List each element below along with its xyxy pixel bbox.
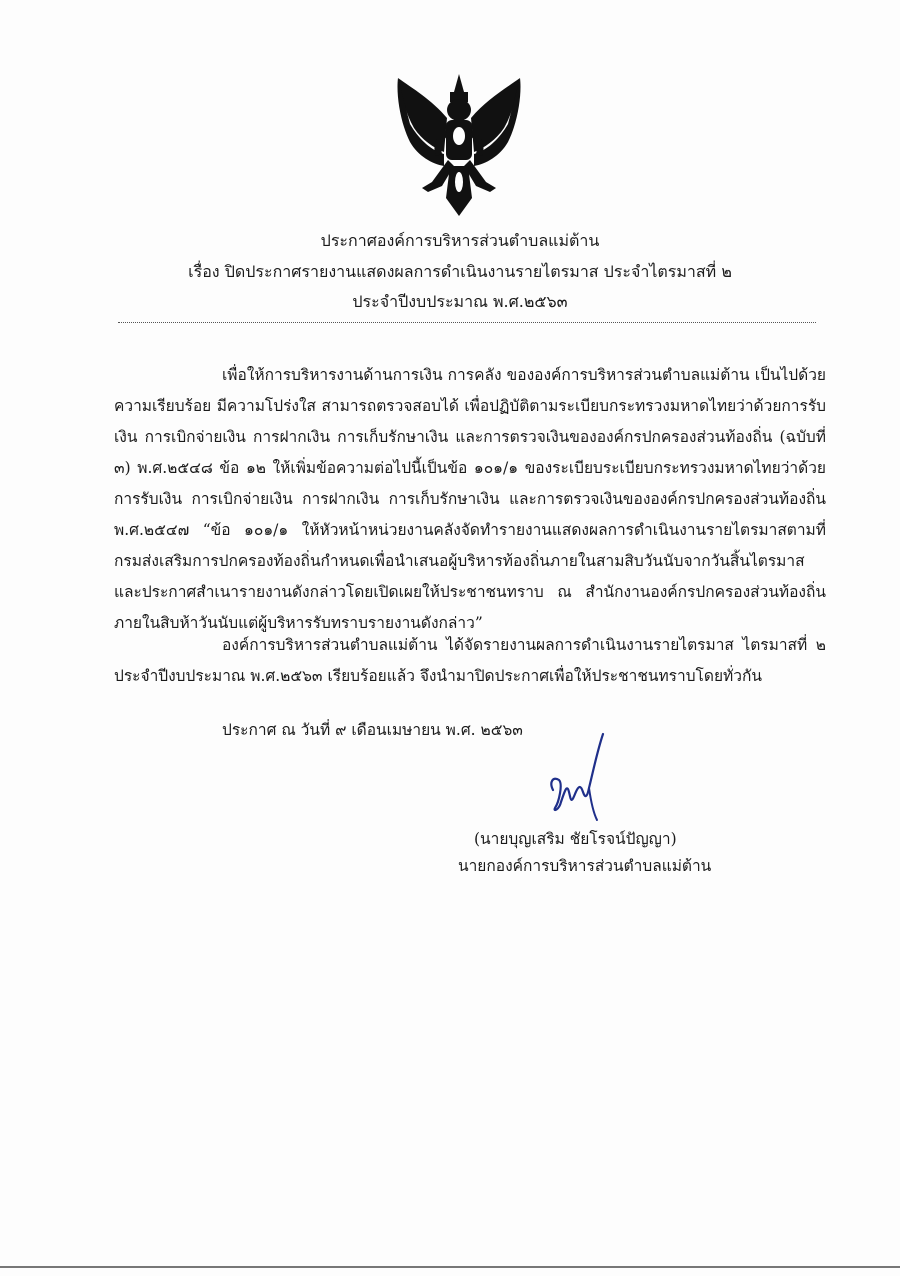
body-paragraph-1: เพื่อให้การบริหารงานด้านการเงิน การคลัง ขององค์การบริหารส่วนตำบลแม่ต้าน เป็นไปด้วยความเรียบร้อย มีความโปร่งใส สามารถตรวจสอบได้ เพื่อปฏิบัติตามระเบียบกระทรวงมหาดไทยว่าด้วยการรับเงิน การเบิกจ่ายเงิน การฝากเงิน การเก็บรักษาเงิน และการตรวจเงินขององค์กรปกครองส่วนท้องถิ่น (ฉบับที่ ๓) พ.ศ.๒๕๔๘ ข้อ ๑๒ ให้เพิ่มข้อความต่อไปนี้เป็นข้อ ๑๐๑/๑ ของระเบียบระเบียบกระทรวงมหาดไทยว่าด้วยการรับเงิน การเบิกจ่ายเงิน การฝากเงิน การเก็บรักษาเงิน และการตรวจเงินขององค์กรปกครองส่วนท้องถิ่น พ.ศ.๒๕๔๗ “ข้อ ๑๐๑/๑ ให้หัวหน้าหน่วยงานคลังจัดทำรายงานแสดงผลการดำเนินงานรายไตรมาสตามที่กรมส่งเสริมการปกครองท้องถิ่นกำหนดเพื่อนำเสนอผู้บริหารท้องถิ่นภายในสามสิบวันนับจากวันสิ้นไตรมาส และประกาศสำเนารายงานดังกล่าวโดยเปิดเผยให้ประชาชนทราบ ณ สำนักงานองค์กรปกครองส่วนท้องถิ่นภายในสิบห้าวันนับแต่ผู้บริหารรับทราบรายงานดังกล่าว”: [114, 366, 826, 632]
garuda-emblem-icon: [392, 70, 526, 218]
dotted-divider: [118, 322, 816, 323]
announcement-fiscal-year: ประจำปีงบประมาณ พ.ศ.๒๕๖๓: [352, 292, 568, 311]
signatory-position: นายกองค์การบริหารส่วนตำบลแม่ต้าน: [458, 857, 712, 875]
announcement-subject: เรื่อง ปิดประกาศรายงานแสดงผลการดำเนินงานรายไตรมาส ประจำไตรมาสที่ ๒: [188, 262, 732, 281]
handwritten-signature: [545, 732, 615, 824]
body-paragraph-2: องค์การบริหารส่วนตำบลแม่ต้าน ได้จัดรายงานผลการดำเนินงานรายไตรมาส ไตรมาสที่ ๒ ประจำปีงบประมาณ พ.ศ.๒๕๖๓ เรียบร้อยแล้ว จึงนำมาปิดประกาศเพื่อให้ประชาชนทราบโดยทั่วกัน: [114, 636, 826, 685]
announcement-date: ประกาศ ณ วันที่ ๙ เดือนเมษายน พ.ศ. ๒๕๖๓: [222, 721, 523, 739]
signatory-name: (นายบุญเสริม ชัยโรจน์ปัญญา): [474, 830, 677, 848]
page-bottom-edge: [0, 1266, 900, 1268]
announcement-title: ประกาศองค์การบริหารส่วนตำบลแม่ต้าน: [320, 231, 600, 250]
